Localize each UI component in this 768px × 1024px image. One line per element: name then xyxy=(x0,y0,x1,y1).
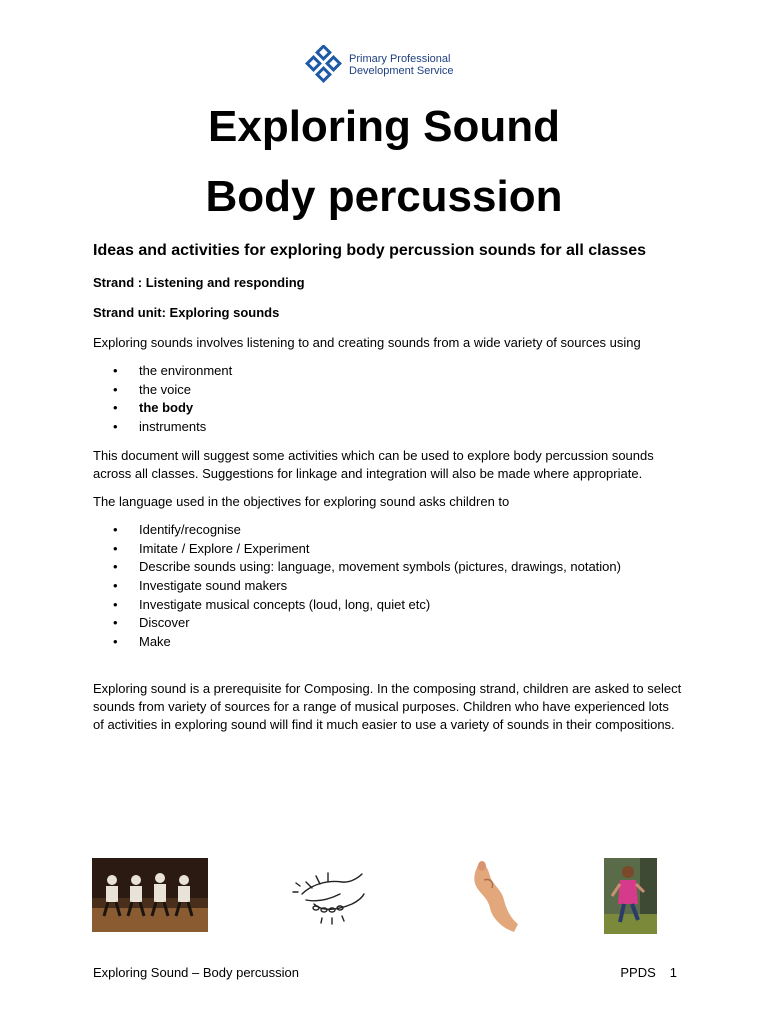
clapping-hands-drawing xyxy=(292,864,368,928)
sources-list xyxy=(93,362,683,437)
list-item: • the body xyxy=(93,399,683,418)
bullet-icon: • xyxy=(113,400,118,416)
finger-snap-photo xyxy=(462,858,520,936)
strand-unit-label: Strand unit: Exploring sounds xyxy=(93,305,280,320)
objectives-list xyxy=(93,521,683,652)
list-item: • the environment xyxy=(93,362,683,381)
list-item: • Identify/recognise xyxy=(93,521,683,540)
bullet-icon: • xyxy=(113,419,118,435)
ppds-logo-icon xyxy=(305,45,345,85)
bullet-icon: • xyxy=(113,634,118,650)
spacer xyxy=(93,662,683,680)
list-item: • Make xyxy=(93,633,683,652)
list-item: • Investigate sound makers xyxy=(93,577,683,596)
footer-title: Exploring Sound – Body percussion xyxy=(93,965,299,980)
intro-paragraph: Exploring sounds involves listening to and creating sounds from a wide variety of sources using xyxy=(93,335,641,350)
bullet-icon: • xyxy=(113,363,118,378)
paragraph-objectives-intro: The language used in the objectives for exploring sound asks children to xyxy=(93,493,510,509)
bullet-icon: • xyxy=(113,577,118,593)
list-item: • Describe sounds using: language, movement symbols (pictures, drawings, notation) xyxy=(93,558,683,577)
page-footer xyxy=(93,964,677,982)
bullet-icon: • xyxy=(113,540,118,556)
bullet-icon: • xyxy=(113,521,118,537)
section-heading: Ideas and activities for exploring body percussion sounds for all classes xyxy=(93,242,647,259)
ppds-logo xyxy=(305,44,471,86)
bullet-icon: • xyxy=(113,559,118,575)
paragraph-composing: Exploring sound is a prerequisite for Composing. In the composing strand, children are asked to select sounds from variety of sources for a range of musical purposes. Children who have experienced lots of activities in exploring sound will find it much easier to use a variety of sounds in their compositions. xyxy=(93,680,682,732)
child-dancing-photo xyxy=(604,858,657,934)
list-item: • instruments xyxy=(93,418,683,437)
footer-org: PPDS xyxy=(620,965,656,980)
logo-text xyxy=(349,53,454,77)
bullet-icon: • xyxy=(113,381,118,397)
bullet-icon: • xyxy=(113,596,118,612)
page-number: 1 xyxy=(669,965,677,980)
list-item: • Discover xyxy=(93,614,683,633)
list-item: • the voice xyxy=(93,381,683,400)
logo-line-2: Development Service xyxy=(349,65,454,77)
paragraph-suggestions: This document will suggest some activities which can be used to explore body percussion sounds across all classes. Suggestions for linkage and integration will also be made where appropriate. xyxy=(93,447,654,481)
strand-label: Strand : Listening and responding xyxy=(93,275,305,290)
list-item: • Investigate musical concepts (loud, long, quiet etc) xyxy=(93,596,683,615)
logo-line-1: Primary Professional xyxy=(349,53,451,65)
list-item: • Imitate / Explore / Experiment xyxy=(93,540,683,559)
bullet-icon: • xyxy=(113,615,118,631)
footer-right xyxy=(606,964,677,982)
page-subtitle: Body percussion xyxy=(205,172,563,221)
page-title: Exploring Sound xyxy=(208,102,560,151)
performers-photo xyxy=(92,858,208,932)
document-body xyxy=(93,240,683,744)
